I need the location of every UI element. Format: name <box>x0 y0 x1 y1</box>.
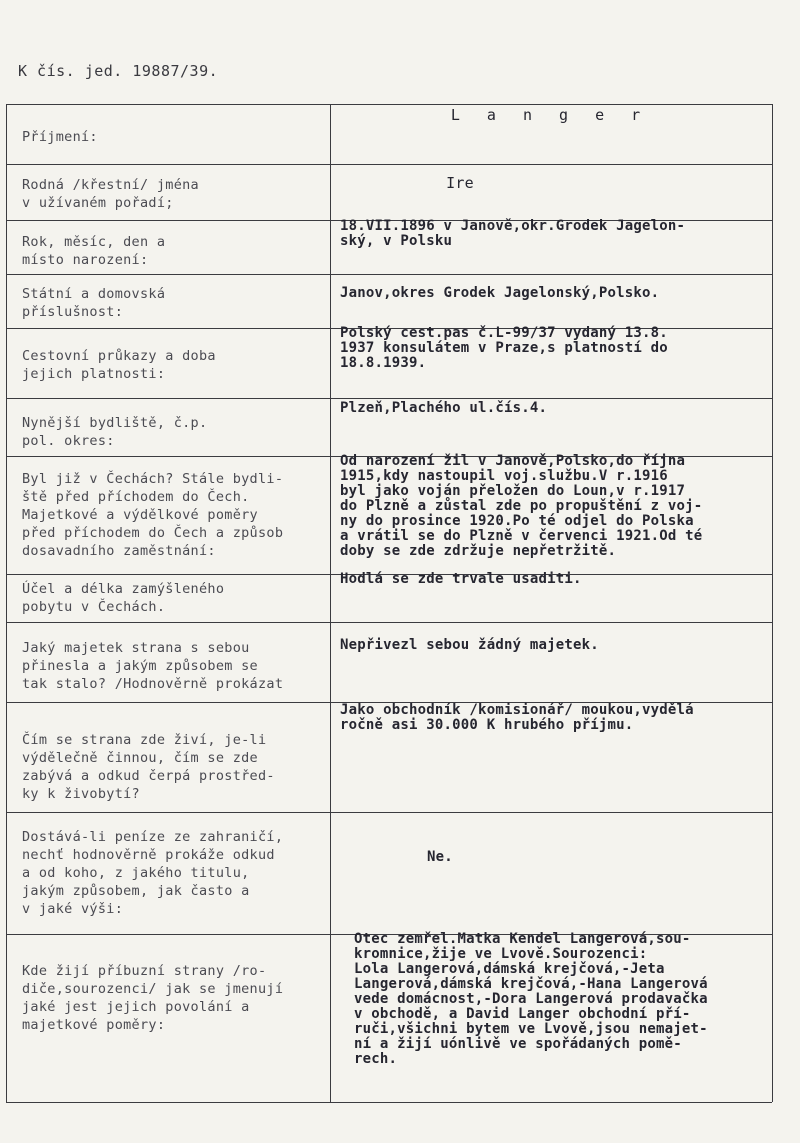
value-given-names: Ire <box>446 174 474 192</box>
value-livelihood: Jako obchodník /komisionář/ moukou,vydělá ročně asi 30.000 K hrubého příjmu. <box>340 702 694 733</box>
row-divider <box>6 622 772 623</box>
value-surname: L a n g e r <box>450 106 650 124</box>
value-property: Nepřivezl sebou žádný majetek. <box>340 637 599 653</box>
value-foreign-money: Ne. <box>427 849 453 865</box>
value-purpose: Hodlá se zde trvale usaditi. <box>340 571 582 587</box>
label-foreign-money: Dostává-li peníze ze zahraničí, nechť hodnověrně prokáže odkud a od koho, z jakého titulu, jakým způsobem, jak často a v jaké výši: <box>22 829 284 917</box>
row-divider <box>6 398 772 399</box>
label-livelihood: Čím se strana zde živí, je-li výdělečně činnou, čím se zde zabývá a odkud čerpá prostřed- ky k živobytí? <box>22 732 275 802</box>
label-surname: Příjmení: <box>22 129 98 145</box>
label-property: Jaký majetek strana s sebou přinesla a jakým způsobem se tak stalo? /Hodnověrně prokázat <box>22 640 284 692</box>
table-border-top <box>6 104 772 105</box>
label-purpose: Účel a délka zamýšleného pobytu v Čechách. <box>22 581 225 615</box>
label-given-names: Rodná /křestní/ jména v užívaném pořadí; <box>22 177 199 211</box>
row-divider <box>6 164 772 165</box>
value-travel-documents: Polský cest.pas č.L-99/37 vydaný 13.8. 1937 konsulátem v Praze,s platností do 18.8.1939. <box>340 325 668 371</box>
label-travel-documents: Cestovní průkazy a doba jejich platnosti: <box>22 348 216 382</box>
row-divider <box>6 812 772 813</box>
label-birth: Rok, měsíc, den a místo narození: <box>22 234 166 268</box>
column-divider <box>330 104 331 1102</box>
table-border-left <box>6 104 7 1102</box>
value-birth: 18.VII.1896 v Janově,okr.Grodek Jagelon- ský, v Polsku <box>340 218 686 249</box>
reference-number: K čís. jed. 19887/39. <box>18 62 219 80</box>
label-history: Byl již v Čechách? Stále bydli- ště před příchodem do Čech. Majetkové a výdělkové poměry před příchodem do Čech a způsob dosavadního zaměstnání: <box>22 471 284 559</box>
row-divider <box>6 274 772 275</box>
value-relatives: Otec zemřel.Matka Kendel Langerová,sou- kromnice,žije ve Lvově.Sourozenci: Lola Langerová,dámská krejčová,-Jeta Langerová,dámská krejčová,-Hana Langerová vede domácnost,-Dora Langerová prodavačka v obchodě, a David Langer obchodní pří- ruči,všichni bytem ve Lvově,jsou nemajet- ní a žijí uónlivě ve spořádaných pomě- rech. <box>354 931 708 1067</box>
value-history: Od narození žil v Janově,Polsko,do října 1915,kdy nastoupil voj.službu.V r.1916 byl jako voján přeložen do Loun,v r.1917 do Plzně a zůstal zde po propuštění z voj- ny do prosince 1920.Po té odjel do Polska a vrátil se do Plzně v červenci 1921.Od té doby se zde zdržuje nepřetržitě. <box>340 453 703 559</box>
value-citizenship: Janov,okres Grodek Jagelonský,Polsko. <box>340 285 660 301</box>
label-residence: Nynější bydliště, č.p. pol. okres: <box>22 415 208 449</box>
label-relatives: Kde žijí příbuzní strany /ro- diče,sourozenci/ jak se jmenují jaké jest jejich povolání a majetkové poměry: <box>22 963 284 1033</box>
table-border-bottom <box>6 1102 772 1103</box>
label-citizenship: Státní a domovská příslušnost: <box>22 286 166 320</box>
value-residence: Plzeň,Plachého ul.čís.4. <box>340 400 548 416</box>
